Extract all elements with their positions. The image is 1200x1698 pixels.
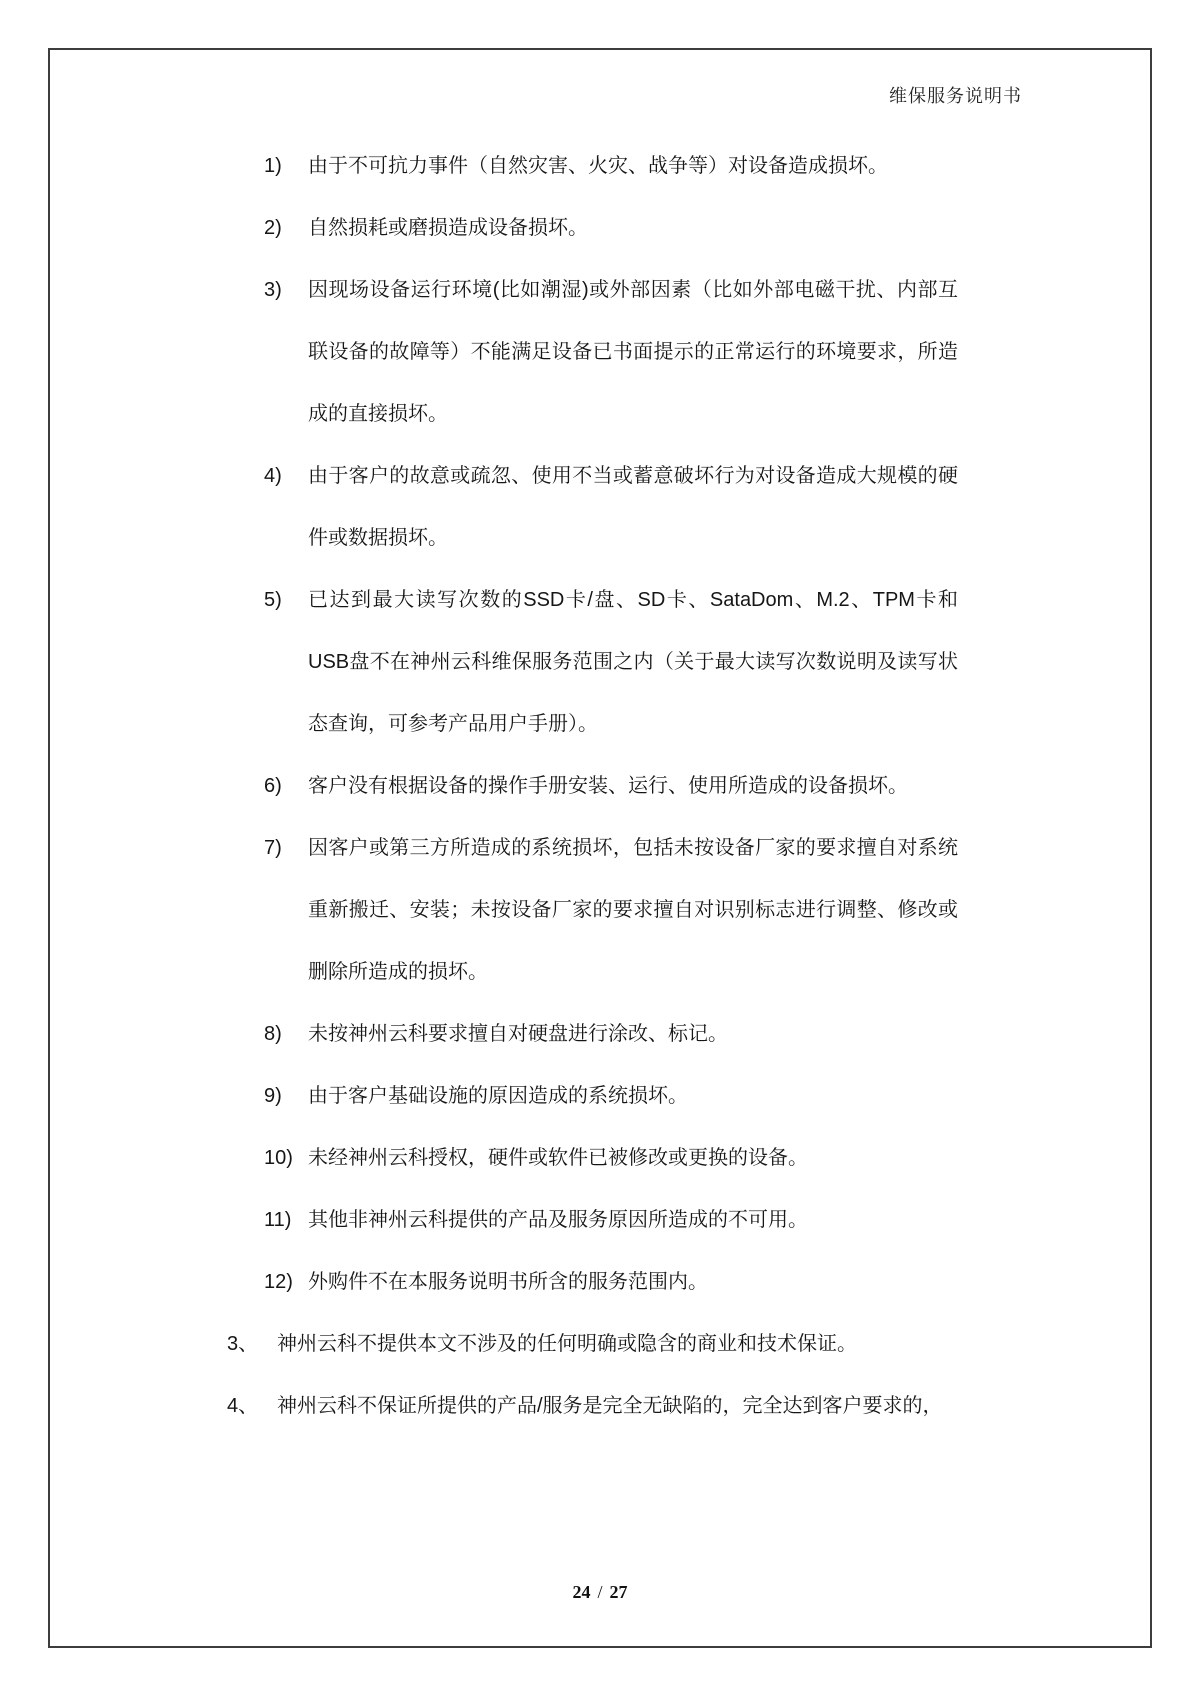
- clause-text: 神州云科不保证所提供的产品/服务是完全无缺陷的，完全达到客户要求的，: [277, 1395, 943, 1417]
- list-item: [264, 259, 1200, 445]
- page-number-current: 24: [572, 1582, 591, 1602]
- list-item-number: 1): [264, 155, 282, 177]
- list-item-text: 由于客户的故意或疏忽、使用不当或蓄意破坏行为对设备造成大规模的硬件或数据损坏。: [308, 465, 958, 549]
- list-item-number: 12): [264, 1271, 293, 1293]
- list-item: [264, 1251, 1200, 1313]
- list-item-text: 因客户或第三方所造成的系统损坏，包括未按设备厂家的要求擅自对系统重新搬迁、安装；未按设备厂家的要求擅自对识别标志进行调整、修改或删除所造成的损坏。: [308, 837, 958, 983]
- list-item: [264, 1127, 1200, 1189]
- list-item-number: 5): [264, 589, 282, 611]
- list-item-number: 6): [264, 775, 282, 797]
- list-item: [264, 135, 1200, 197]
- list-item-text: 因现场设备运行环境(比如潮湿)或外部因素（比如外部电磁干扰、内部互联设备的故障等）不能满足设备已书面提示的正常运行的环境要求，所造成的直接损坏。: [308, 279, 958, 425]
- list-item-number: 10): [264, 1147, 293, 1169]
- list-item-text: 外购件不在本服务说明书所含的服务范围内。: [308, 1271, 708, 1293]
- list-item-number: 9): [264, 1085, 282, 1107]
- list-item-text: 未经神州云科授权，硬件或软件已被修改或更换的设备。: [308, 1147, 808, 1169]
- clause-number: 3、: [227, 1333, 259, 1355]
- page-footer: [0, 1582, 1200, 1603]
- list-item-number: 4): [264, 465, 282, 487]
- list-item-text: 未按神州云科要求擅自对硬盘进行涂改、标记。: [308, 1023, 728, 1045]
- list-item-number: 2): [264, 217, 282, 239]
- page-number-total: 27: [609, 1582, 628, 1602]
- list-item: [264, 1189, 1200, 1251]
- list-item-text: 其他非神州云科提供的产品及服务原因所造成的不可用。: [308, 1209, 808, 1231]
- list-item-number: 3): [264, 279, 282, 301]
- list-item-text: 已达到最大读写次数的SSD卡/盘、SD卡、SataDom、M.2、TPM卡和USB盘不在神州云科维保服务范围之内（关于最大读写次数说明及读写状态查询，可参考产品用户手册）。: [308, 589, 958, 735]
- list-item-text: 自然损耗或磨损造成设备损坏。: [308, 217, 588, 239]
- list-item: [264, 817, 1200, 1003]
- clause-item: [227, 1375, 1200, 1437]
- list-item: [264, 1003, 1200, 1065]
- list-item-number: 11): [264, 1209, 292, 1231]
- clause-number: 4、: [227, 1395, 259, 1417]
- page-content: [0, 135, 1200, 1437]
- list-item: [264, 445, 1200, 569]
- clause-text: 神州云科不提供本文不涉及的任何明确或隐含的商业和技术保证。: [277, 1333, 857, 1355]
- page-number-separator: /: [597, 1582, 603, 1602]
- list-item: [264, 1065, 1200, 1127]
- list-item: [264, 197, 1200, 259]
- list-item-text: 由于不可抗力事件（自然灾害、火灾、战争等）对设备造成损坏。: [308, 155, 888, 177]
- list-item-text: 由于客户基础设施的原因造成的系统损坏。: [308, 1085, 688, 1107]
- list-item: [264, 569, 1200, 755]
- list-item-number: 8): [264, 1023, 282, 1045]
- list-item: [264, 755, 1200, 817]
- list-item-text: 客户没有根据设备的操作手册安装、运行、使用所造成的设备损坏。: [308, 775, 908, 797]
- list-item-number: 7): [264, 837, 282, 859]
- page-header-title: 维保服务说明书: [889, 86, 1022, 106]
- clause-item: [227, 1313, 1200, 1375]
